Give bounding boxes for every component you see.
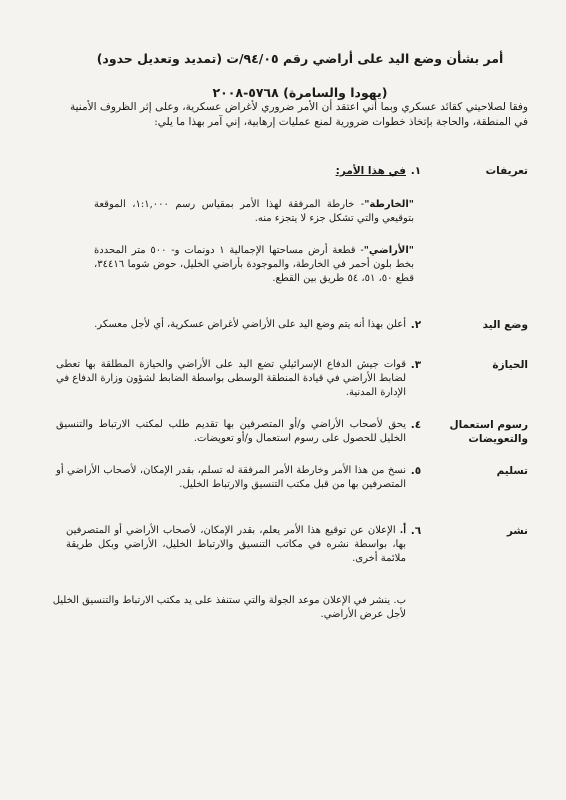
- definition-text: - خارطة المرفقة لهذا الأمر بمقياس رسم ١:١,٠٠٠، الموقعة بتوقيعي والتي تشكل جزء لا يتجزء منه.: [94, 199, 414, 224]
- definition-lands: [94, 244, 414, 286]
- item-a-text: الإعلان عن توقيع هذا الأمر يعلم، بقدر الإمكان، لأصحاب الأراضي أو المتصرفين بها، بواسطة نشره في مكاتب التنسيق والارتباط الخليل، الأراضي وبكل طريقة ملائمة أخرى.: [66, 525, 406, 564]
- section-number: ٥.: [410, 465, 422, 477]
- item-b-text: ب. ينشر في الإعلان موعد الجولة والتي ستنفذ على يد مكتب الارتباط والتنسيق الخليل لأجل عرض الأراضي.: [52, 595, 406, 620]
- section-label: تسليم: [496, 465, 528, 477]
- definition-term: "الخارطة": [364, 199, 414, 210]
- item-marker: أ.: [399, 525, 406, 536]
- section-heading: في هذا الأمر:: [335, 165, 406, 177]
- section-label: وضع اليد: [482, 319, 528, 331]
- section-number: ٢.: [410, 319, 422, 331]
- definition-term: "الأراضي": [363, 245, 414, 256]
- intro-paragraph: وفقا لصلاحيتي كقائد عسكري وبما أني اعتقد أن الأمر ضروري لأغراض عسكرية، وعلى إثر الظروف الأمنية في المنطقة، والحاجة بإتخاذ خطوات ضرورية لمنع عمليات إرهابية، إني آمر بهذا ما يلي:: [70, 101, 528, 128]
- section-number: ١.: [410, 165, 422, 177]
- section-label: رسوم استعمال والتعويضات: [449, 419, 528, 445]
- section-label: نشر: [506, 525, 528, 537]
- section-label: تعريفات: [485, 165, 528, 177]
- section-text: نسخ من هذا الأمر وخارطة الأمر المرفقة له تسلم، بقدر الإمكان، لأصحاب الأراضي أو المتصرفين بها من قبل مكتب التنسيق والارتباط الخليل.: [56, 465, 406, 490]
- document-title: أمر بشأن وضع اليد على أراضي رقم ٩٤/٠٥/ت (تمديد وتعديل حدود): [96, 51, 504, 66]
- definition-text: - قطعة أرض مساحتها الإجمالية ١ دونمات و- ٥٠٠ متر المحددة بخط بلون أحمر في الخارطة، والموجودة بأراضي الخليل، حوض شوما ٣٤٤١٦، قطع ٥٠، ٥١، ٥٤ طريق بين القطع.: [94, 245, 414, 284]
- section-text: قوات جيش الدفاع الإسرائيلي تضع اليد على الأراضي والحيازة المطلقة بها تعطى لضابط الأراضي في قيادة المنطقة الوسطى بواسطة الضابط لشؤون وزارة الدفاع في الإدارة المدنية.: [55, 359, 406, 398]
- section-label: الحيازة: [492, 359, 528, 371]
- section-number: ٤.: [410, 419, 422, 431]
- document-region-line: (يهودا والسامرة) ٥٧٦٨-٢٠٠٨: [212, 85, 388, 100]
- section-number: ٦.: [410, 525, 422, 537]
- definition-map: [94, 198, 414, 226]
- section-text: أعلن بهذا أنه يتم وضع اليد على الأراضي لأغراض عسكرية، أي لأجل معسكر.: [94, 319, 406, 330]
- section-number: ٣.: [410, 359, 422, 371]
- section-text: يحق لأصحاب الأراضي و/أو المتصرفين بها تقديم طلب لمكتب الارتباط والتنسيق الخليل للحصول على رسوم استعمال و/أو تعويضات.: [56, 419, 406, 444]
